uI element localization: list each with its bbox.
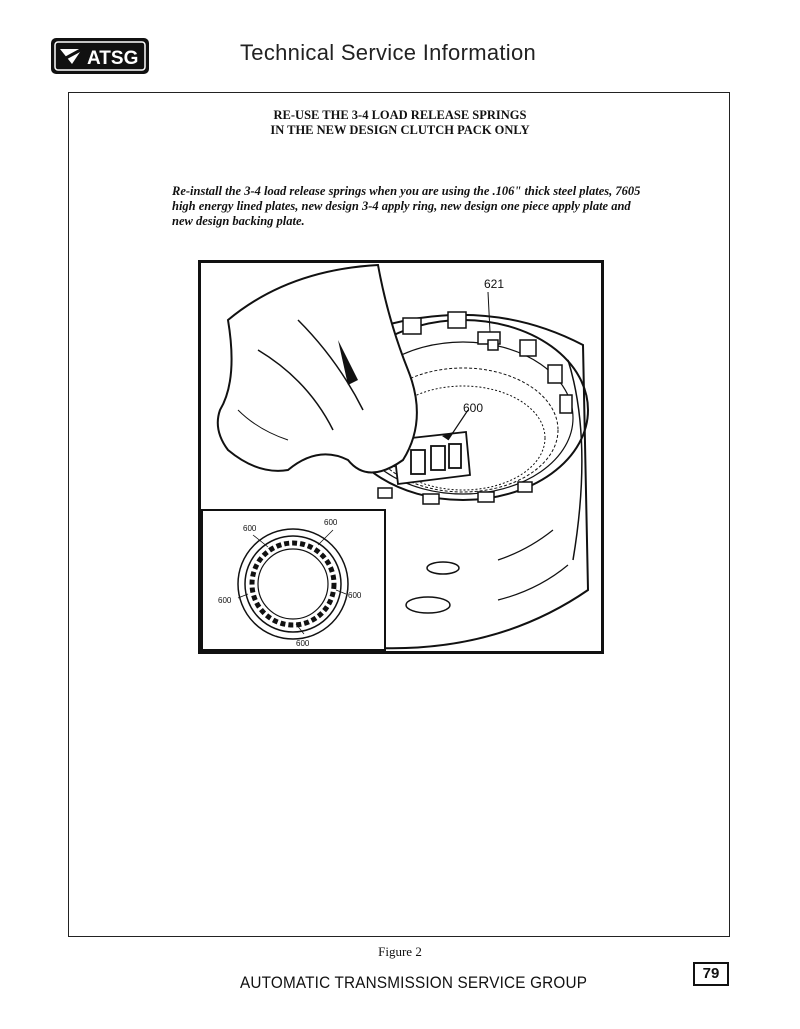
callout-600: 600 — [463, 401, 484, 415]
callout-621: 621 — [484, 277, 505, 291]
clutch-pack-illustration — [198, 260, 604, 654]
headline-line-2: IN THE NEW DESIGN CLUTCH PACK ONLY — [270, 123, 530, 137]
page-number: 79 — [693, 962, 729, 986]
atsg-logo — [50, 37, 150, 75]
inset-label-600: 600 — [218, 596, 232, 605]
logo-text: ATSG — [87, 48, 139, 69]
inset-label-600: 600 — [243, 524, 257, 533]
page-title: Technical Service Information — [240, 40, 537, 65]
headline-line-1: RE-USE THE 3-4 LOAD RELEASE SPRINGS — [273, 108, 527, 122]
inset-label-600: 600 — [348, 591, 362, 600]
headline — [0, 108, 800, 138]
figure-caption: Figure 2 — [378, 944, 422, 959]
inset-label-600: 600 — [324, 518, 338, 527]
footer-org: AUTOMATIC TRANSMISSION SERVICE GROUP — [240, 973, 588, 992]
instruction-text: Re-install the 3-4 load release springs when you are using the .106" thick steel plates, 7605 high energy lined plates, new design 3-4 apply ring, new design one piece apply plate and new design backing plate. — [172, 184, 641, 228]
inset-label-600: 600 — [296, 639, 310, 648]
